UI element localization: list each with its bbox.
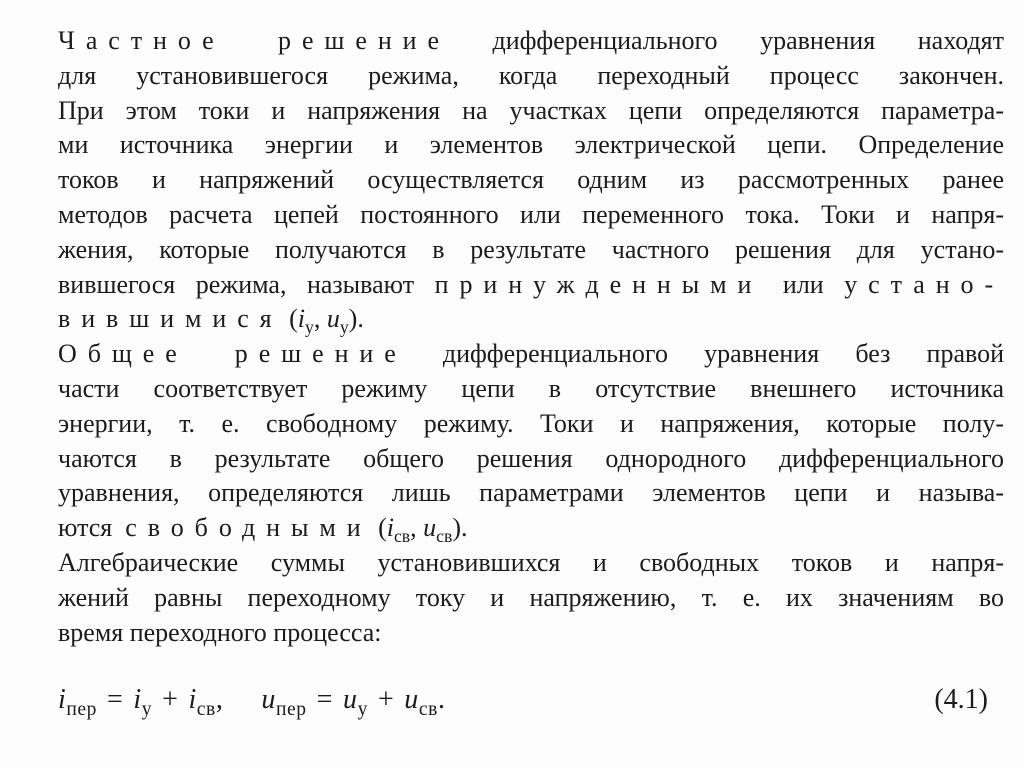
text-line: токов и напряжений осуществляется одним из рассмотренных ранее xyxy=(58,165,1004,195)
paren-close: ). xyxy=(452,513,468,543)
subscript: у xyxy=(339,317,349,338)
emphasized-term: устано- xyxy=(844,269,1004,299)
text-line xyxy=(58,511,1004,546)
line-text: дифференциального уравнения находят xyxy=(492,26,1004,55)
equals-sign: = xyxy=(107,684,124,715)
equals-sign: = xyxy=(316,684,334,715)
text-line: жения, которые получаются в результате частного решения для устано- xyxy=(58,234,1004,264)
emphasized-term: Частное решение xyxy=(58,26,450,55)
text-line xyxy=(58,302,1004,337)
equation-number: (4.1) xyxy=(934,684,988,715)
separator: , xyxy=(313,304,327,334)
text-line: уравнения, определяются лишь параметрами элементов цепи и называ- xyxy=(58,478,1004,508)
emphasized-term: свободными xyxy=(125,513,372,543)
symbol-u: u xyxy=(343,684,358,715)
emphasized-term: вившимися xyxy=(58,304,283,334)
symbol-i: i xyxy=(297,304,305,334)
paragraph-1 xyxy=(58,24,1004,337)
symbol-u: u xyxy=(404,684,419,715)
paragraph-3 xyxy=(58,546,1004,650)
line-text: вившегося режима, называют xyxy=(58,269,415,299)
text-line: для установившегося режима, когда переходный процесс закончен. xyxy=(58,60,1004,90)
inline-formula xyxy=(289,304,364,338)
inline-formula xyxy=(378,513,468,547)
symbol-i: i xyxy=(58,684,67,715)
subscript: пер xyxy=(66,698,98,720)
symbol-u: u xyxy=(326,304,340,334)
text-line xyxy=(58,337,1004,372)
text-line: методов расчета цепей постоянного или переменного тока. Токи и напря- xyxy=(58,199,1004,229)
text-line: время переходного процесса: xyxy=(58,617,382,647)
text-line: ми источника энергии и элементов электрической цепи. Определение xyxy=(58,130,1004,160)
symbol-u: u xyxy=(423,513,437,543)
separator: , xyxy=(410,513,424,543)
text-line: жений равны переходному току и напряжению, т. е. их значениям во xyxy=(58,582,1004,612)
plus-sign: + xyxy=(377,684,395,715)
line-text: дифференциального уравнения без правой xyxy=(442,339,1004,369)
symbol-i: i xyxy=(188,684,197,715)
symbol-i: i xyxy=(386,513,394,543)
text-line xyxy=(58,268,1004,303)
text-line: При этом токи и напряжения на участках цепи определяются параметра- xyxy=(58,95,1004,125)
paren-open: ( xyxy=(378,513,387,543)
line-text: ются xyxy=(58,513,113,543)
emphasized-term: принужденными xyxy=(434,269,763,299)
subscript: св xyxy=(436,526,453,547)
paren-open: ( xyxy=(289,304,298,334)
display-formula xyxy=(58,678,1004,726)
body-text xyxy=(58,24,1004,650)
subscript: св xyxy=(418,698,438,720)
text-line: части соответствует режиму цепи в отсутствие внешнего источника xyxy=(58,373,1004,403)
text-line: энергии, т. е. свободному режиму. Токи и напряжения, которые полу- xyxy=(58,408,1004,438)
subscript: у xyxy=(304,317,314,338)
subscript: у xyxy=(141,698,153,720)
symbol-i: i xyxy=(133,684,142,715)
comma: , xyxy=(215,684,224,715)
emphasized-term: Общее решение xyxy=(58,339,407,369)
subscript: пер xyxy=(275,698,307,720)
formula-expression xyxy=(58,684,446,720)
plus-sign: + xyxy=(162,684,179,715)
subscript: св xyxy=(393,526,411,547)
text-line xyxy=(58,24,1004,59)
symbol-u: u xyxy=(261,684,276,715)
paragraph-2 xyxy=(58,337,1004,546)
subscript: у xyxy=(357,698,368,720)
text-line: чаются в результате общего решения однородного дифференциального xyxy=(58,443,1004,473)
paren-close: ). xyxy=(348,304,364,334)
period: . xyxy=(437,684,446,715)
text-line: Алгебраические суммы установившихся и свободных токов и напря- xyxy=(58,547,1004,577)
subscript: св xyxy=(196,698,216,720)
line-text: или xyxy=(782,269,824,299)
